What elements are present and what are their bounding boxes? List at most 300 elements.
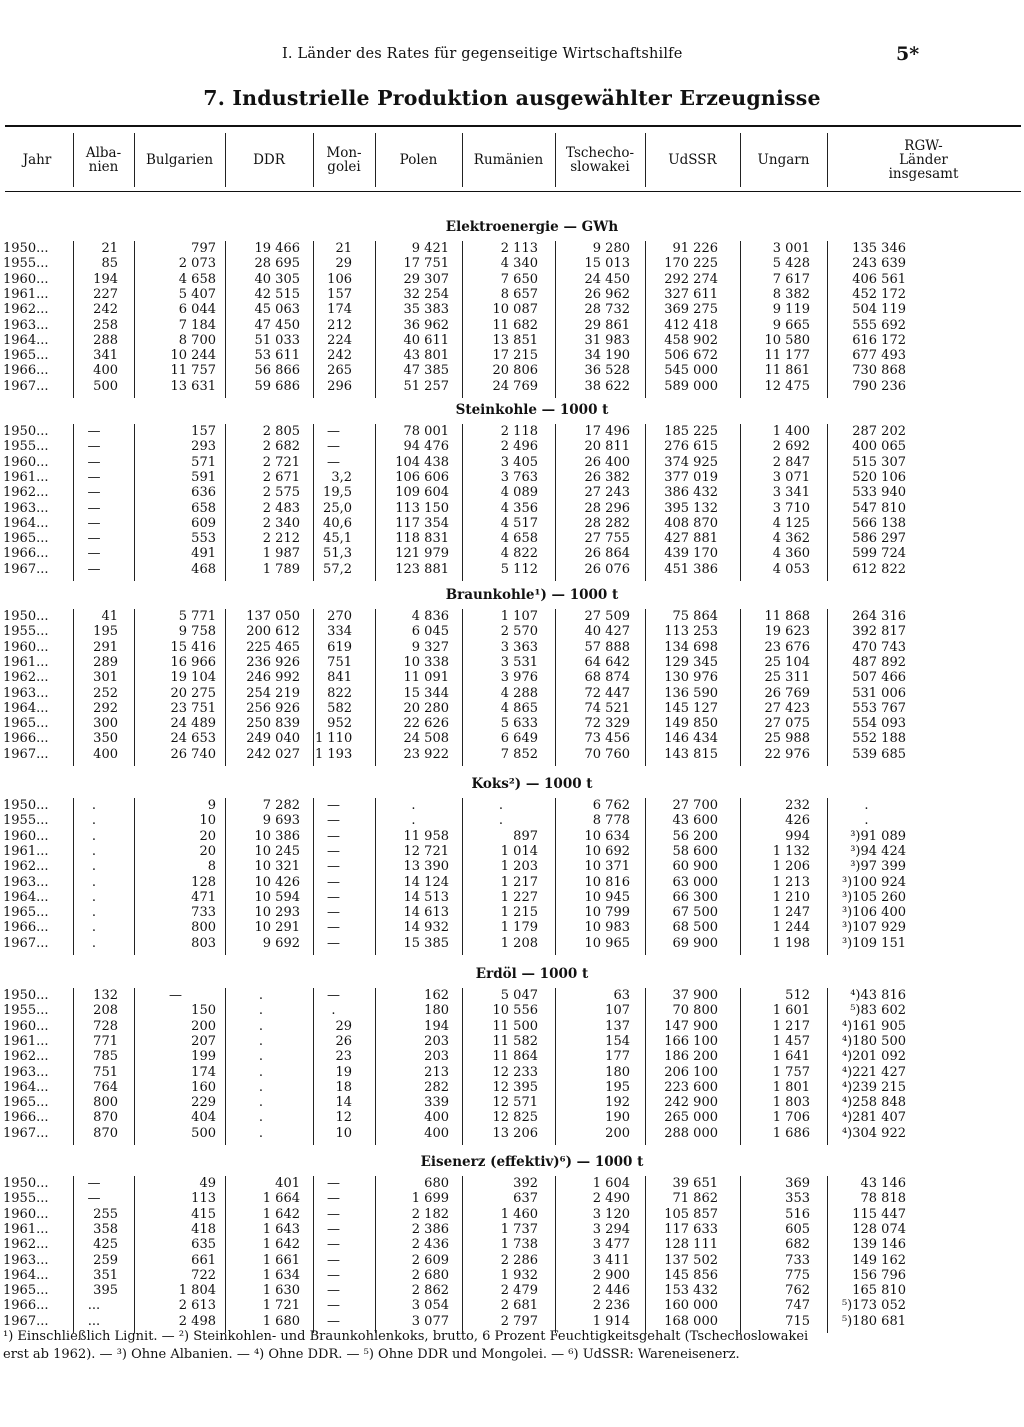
value-cell: 4 288: [500, 685, 538, 701]
value-cell: 200: [605, 1125, 630, 1141]
value-cell: 136 590: [664, 685, 718, 701]
value-cell: 680: [424, 1176, 449, 1191]
column-divider: [313, 424, 314, 581]
value-cell: 106: [327, 271, 352, 287]
value-cell: 1 643: [262, 1221, 300, 1237]
value-cell: 9 119: [772, 302, 810, 318]
header-column-divider: [462, 133, 463, 187]
column-divider: [73, 798, 74, 955]
value-cell: 74 521: [584, 700, 630, 716]
year-cell: 1967...: [3, 561, 49, 577]
value-cell: 213: [424, 1064, 449, 1080]
year-cell: 1964...: [3, 700, 49, 716]
value-cell: 128: [191, 874, 216, 890]
value-cell: 1 193: [315, 746, 353, 762]
column-divider: [73, 609, 74, 766]
value-cell: .: [258, 1049, 264, 1065]
value-cell: 232: [785, 798, 810, 813]
column-divider: [375, 988, 376, 1145]
value-cell: —: [327, 935, 340, 951]
value-cell: .: [91, 935, 97, 951]
value-cell: 10 965: [584, 935, 630, 951]
value-cell: 78 001: [403, 424, 449, 439]
value-cell: 2 797: [500, 1313, 538, 1329]
value-cell: 137: [605, 1018, 630, 1034]
table-row: [0, 859, 1024, 874]
value-cell: 21: [335, 241, 352, 256]
value-cell: —: [327, 843, 340, 859]
value-cell: 296: [327, 378, 352, 394]
value-cell: 8 700: [178, 332, 216, 348]
value-cell: 27 423: [764, 700, 810, 716]
value-cell: 9 758: [178, 624, 216, 640]
year-cell: 1963...: [3, 685, 49, 701]
value-cell: 26: [335, 1033, 352, 1049]
value-cell: 10 244: [170, 348, 216, 364]
value-cell: 8 382: [772, 286, 810, 302]
value-cell: 2 236: [592, 1298, 630, 1314]
year-cell: 1950...: [3, 988, 49, 1003]
value-cell: 771: [93, 1033, 118, 1049]
column-divider: [313, 241, 314, 398]
column-divider: [555, 798, 556, 955]
column-divider: [73, 988, 74, 1145]
value-cell: 2 900: [592, 1267, 630, 1283]
value-cell: 185 225: [664, 424, 718, 439]
year-cell: 1960...: [3, 1206, 49, 1222]
value-cell: 11 177: [764, 348, 810, 364]
value-cell: 153 432: [664, 1283, 718, 1299]
column-divider: [740, 798, 741, 955]
year-cell: 1964...: [3, 1267, 49, 1283]
table-row: [0, 302, 1024, 317]
value-cell: 8: [207, 859, 216, 875]
value-cell: 91 226: [672, 241, 718, 256]
value-cell: 533 940: [852, 485, 906, 501]
value-cell: 1 132: [772, 843, 810, 859]
value-cell: 139 146: [852, 1237, 906, 1253]
value-cell: —: [327, 889, 340, 905]
column-divider: [73, 1176, 74, 1333]
column-header: [742, 131, 825, 189]
column-divider: [740, 609, 741, 766]
value-cell: 23 751: [170, 700, 216, 716]
value-cell: 2 479: [500, 1283, 538, 1299]
value-cell: 5 407: [178, 286, 216, 302]
table-row: [0, 844, 1024, 859]
value-cell: —: [87, 485, 101, 501]
value-cell: 265: [327, 363, 352, 379]
value-cell: .: [411, 798, 416, 813]
value-cell: 15 416: [170, 639, 216, 655]
value-cell: 4 658: [178, 271, 216, 287]
value-cell: 571: [191, 454, 216, 470]
value-cell: 72 329: [584, 716, 630, 732]
table-row: [0, 890, 1024, 905]
column-header-label: Rumänien: [473, 152, 544, 168]
value-cell: 256 926: [246, 700, 300, 716]
value-cell: 45,1: [323, 531, 352, 547]
year-cell: 1965...: [3, 1283, 49, 1299]
column-divider: [827, 424, 828, 581]
value-cell: 174: [191, 1064, 216, 1080]
value-cell: 2 436: [411, 1237, 449, 1253]
table-row: [0, 363, 1024, 378]
value-cell: ³)106 400: [841, 905, 906, 921]
table-row: [0, 829, 1024, 844]
year-cell: 1965...: [3, 716, 49, 732]
table-row: [0, 731, 1024, 746]
value-cell: 42 515: [254, 286, 300, 302]
value-cell: 40 305: [254, 271, 300, 287]
value-cell: 162: [424, 988, 449, 1003]
table-row: [0, 424, 1024, 439]
value-cell: 12 721: [403, 843, 449, 859]
value-cell: 10 594: [254, 889, 300, 905]
value-cell: 747: [785, 1298, 810, 1314]
value-cell: .: [91, 813, 97, 829]
value-cell: 53 611: [254, 348, 300, 364]
value-cell: 1 203: [500, 859, 538, 875]
table-row: [0, 1003, 1024, 1018]
year-cell: 1966...: [3, 363, 49, 379]
column-divider: [827, 988, 828, 1145]
value-cell: 129 345: [664, 654, 718, 670]
value-cell: .: [91, 859, 97, 875]
column-divider: [225, 798, 226, 955]
year-cell: 1961...: [3, 654, 49, 670]
value-cell: 775: [785, 1267, 810, 1283]
table-row: [0, 1095, 1024, 1110]
value-cell: —: [87, 515, 101, 531]
table-row: [0, 988, 1024, 1003]
value-cell: ³)94 424: [850, 843, 906, 859]
value-cell: 94 476: [403, 439, 449, 455]
year-cell: 1961...: [3, 286, 49, 302]
value-cell: 27 243: [584, 485, 630, 501]
table-title: 7. Industrielle Produktion ausgewählter Erzeugnisse: [203, 86, 821, 110]
value-cell: 20: [199, 843, 216, 859]
value-cell: 351: [93, 1267, 118, 1283]
value-cell: 186 200: [664, 1049, 718, 1065]
value-cell: 452 172: [852, 286, 906, 302]
value-cell: 4 865: [500, 700, 538, 716]
value-cell: 34 190: [584, 348, 630, 364]
value-cell: 24 489: [170, 716, 216, 732]
value-cell: 870: [93, 1125, 118, 1141]
value-cell: 1 400: [772, 424, 810, 439]
value-cell: 10 556: [492, 1003, 538, 1019]
column-header-label: Ungarn: [757, 152, 810, 168]
value-cell: 369 275: [664, 302, 718, 318]
value-cell: 800: [191, 920, 216, 936]
value-cell: 27 700: [672, 798, 718, 813]
value-cell: ⁴)180 500: [841, 1033, 906, 1049]
table-row: [0, 439, 1024, 454]
header-column-divider: [73, 133, 74, 187]
header-column-divider: [134, 133, 135, 187]
value-cell: ³)100 924: [841, 874, 906, 890]
value-cell: 3 071: [772, 469, 810, 485]
value-cell: 109 604: [395, 485, 449, 501]
value-cell: 23 676: [764, 639, 810, 655]
value-cell: 18: [335, 1079, 352, 1095]
value-cell: .: [91, 920, 97, 936]
value-cell: 1 247: [772, 905, 810, 921]
value-cell: 10 426: [254, 874, 300, 890]
value-cell: 10 692: [584, 843, 630, 859]
value-cell: 25 104: [764, 654, 810, 670]
value-cell: .: [91, 889, 97, 905]
value-cell: 16 966: [170, 654, 216, 670]
value-cell: ...: [87, 1313, 101, 1329]
value-cell: 276 615: [664, 439, 718, 455]
year-cell: 1955...: [3, 256, 49, 272]
value-cell: 12 475: [764, 378, 810, 394]
value-cell: 1 987: [262, 546, 300, 562]
year-cell: 1963...: [3, 500, 49, 516]
value-cell: 487 892: [852, 654, 906, 670]
value-cell: 160 000: [664, 1298, 718, 1314]
value-cell: 2 862: [411, 1283, 449, 1299]
value-cell: 174: [327, 302, 352, 318]
column-divider: [462, 1176, 463, 1333]
value-cell: 406 561: [852, 271, 906, 287]
value-cell: .: [91, 798, 97, 813]
column-divider: [225, 241, 226, 398]
year-cell: 1966...: [3, 1298, 49, 1314]
value-cell: 56 866: [254, 363, 300, 379]
value-cell: 5 633: [500, 716, 538, 732]
value-cell: 7 852: [500, 746, 538, 762]
header-column-divider: [375, 133, 376, 187]
value-cell: 15 385: [403, 935, 449, 951]
value-cell: 722: [191, 1267, 216, 1283]
value-cell: 3 001: [772, 241, 810, 256]
column-header: [464, 131, 553, 189]
year-cell: 1964...: [3, 1079, 49, 1095]
value-cell: 3,2: [331, 469, 352, 485]
value-cell: 715: [785, 1313, 810, 1329]
value-cell: 612 822: [852, 561, 906, 577]
value-cell: .: [258, 1003, 264, 1019]
value-cell: 13 631: [170, 378, 216, 394]
value-cell: 4 356: [500, 500, 538, 516]
header-column-divider: [225, 133, 226, 187]
value-cell: 1 914: [592, 1313, 630, 1329]
value-cell: 400 065: [852, 439, 906, 455]
value-cell: 3 341: [772, 485, 810, 501]
value-cell: 29 861: [584, 317, 630, 333]
value-cell: 292 274: [664, 271, 718, 287]
value-cell: 26 769: [764, 685, 810, 701]
year-cell: 1963...: [3, 1252, 49, 1268]
value-cell: 506 672: [664, 348, 718, 364]
value-cell: 26 864: [584, 546, 630, 562]
year-cell: 1960...: [3, 639, 49, 655]
value-cell: 395 132: [664, 500, 718, 516]
value-cell: 2 113: [500, 241, 538, 256]
column-header: [3, 131, 71, 189]
value-cell: 800: [93, 1095, 118, 1111]
table-row: [0, 241, 1024, 256]
value-cell: 264 316: [852, 609, 906, 624]
value-cell: 57 888: [584, 639, 630, 655]
value-cell: 10 945: [584, 889, 630, 905]
value-cell: 418: [191, 1221, 216, 1237]
value-cell: 113 253: [664, 624, 718, 640]
value-cell: 412 418: [664, 317, 718, 333]
value-cell: 29: [335, 256, 352, 272]
column-divider: [313, 988, 314, 1145]
value-cell: 1 213: [772, 874, 810, 890]
year-cell: 1964...: [3, 889, 49, 905]
value-cell: 1 110: [315, 731, 353, 747]
value-cell: 751: [93, 1064, 118, 1080]
value-cell: 160: [191, 1079, 216, 1095]
value-cell: 156 796: [852, 1267, 906, 1283]
table-row: [0, 655, 1024, 670]
year-cell: 1965...: [3, 348, 49, 364]
table-row: [0, 501, 1024, 516]
table-row: [0, 640, 1024, 655]
value-cell: 6 649: [500, 731, 538, 747]
running-title: I. Länder des Rates für gegenseitige Wirtschaftshilfe: [282, 46, 683, 62]
value-cell: 10 386: [254, 828, 300, 844]
value-cell: 1 227: [500, 889, 538, 905]
value-cell: —: [327, 1267, 340, 1283]
year-cell: 1963...: [3, 1064, 49, 1080]
table-row: [0, 1126, 1024, 1141]
value-cell: 190: [605, 1110, 630, 1126]
value-cell: 400: [424, 1110, 449, 1126]
value-cell: 68 500: [672, 920, 718, 936]
value-cell: 1 210: [772, 889, 810, 905]
value-cell: 400: [93, 363, 118, 379]
value-cell: 242: [93, 302, 118, 318]
value-cell: ⁴)239 215: [841, 1079, 906, 1095]
value-cell: 51,3: [323, 546, 352, 562]
year-cell: 1960...: [3, 828, 49, 844]
value-cell: 143 815: [664, 746, 718, 762]
value-cell: 66 300: [672, 889, 718, 905]
value-cell: 225 465: [246, 639, 300, 655]
value-cell: 289: [93, 654, 118, 670]
value-cell: 28 296: [584, 500, 630, 516]
value-cell: 154: [605, 1033, 630, 1049]
value-cell: 9 280: [592, 241, 630, 256]
header-column-divider: [313, 133, 314, 187]
value-cell: 3 531: [500, 654, 538, 670]
value-cell: 554 093: [852, 716, 906, 732]
column-divider: [555, 609, 556, 766]
value-cell: 22 976: [764, 746, 810, 762]
value-cell: 17 751: [403, 256, 449, 272]
value-cell: 63 000: [672, 874, 718, 890]
value-cell: 339: [424, 1095, 449, 1111]
value-cell: 150: [191, 1003, 216, 1019]
value-cell: 11 582: [492, 1033, 538, 1049]
value-cell: 400: [93, 746, 118, 762]
column-divider: [645, 424, 646, 581]
table-row: [0, 287, 1024, 302]
column-divider: [134, 424, 135, 581]
value-cell: 520 106: [852, 469, 906, 485]
value-cell: 2 682: [262, 439, 300, 455]
value-cell: 341: [93, 348, 118, 364]
value-cell: 301: [93, 670, 118, 686]
value-cell: —: [87, 1176, 101, 1191]
value-cell: 22 626: [403, 716, 449, 732]
value-cell: 1 179: [500, 920, 538, 936]
value-cell: 408 870: [664, 515, 718, 531]
year-cell: 1967...: [3, 1125, 49, 1141]
value-cell: 552 188: [852, 731, 906, 747]
value-cell: 7 184: [178, 317, 216, 333]
value-cell: ³)109 151: [841, 935, 906, 951]
value-cell: 36 962: [403, 317, 449, 333]
value-cell: 1 737: [500, 1221, 538, 1237]
value-cell: 69 900: [672, 935, 718, 951]
value-cell: 27 075: [764, 716, 810, 732]
value-cell: 635: [191, 1237, 216, 1253]
column-divider: [225, 424, 226, 581]
section-title: Braunkohle¹) — 1000 t: [445, 587, 619, 603]
value-cell: —: [327, 439, 340, 455]
column-divider: [740, 988, 741, 1145]
table-row: [0, 272, 1024, 287]
table-row: [0, 379, 1024, 394]
year-cell: 1955...: [3, 1003, 49, 1019]
value-cell: 255: [93, 1206, 118, 1222]
section-title: Erdöl — 1000 t: [475, 966, 589, 982]
value-cell: 115 447: [852, 1206, 906, 1222]
value-cell: 166 100: [664, 1033, 718, 1049]
value-cell: 59 686: [254, 378, 300, 394]
header-column-divider: [645, 133, 646, 187]
column-divider: [555, 988, 556, 1145]
value-cell: 23: [335, 1049, 352, 1065]
value-cell: 207: [191, 1033, 216, 1049]
column-divider: [740, 424, 741, 581]
value-cell: 619: [327, 639, 352, 655]
table-row: [0, 318, 1024, 333]
value-cell: 243 639: [852, 256, 906, 272]
value-cell: 203: [424, 1033, 449, 1049]
year-cell: 1961...: [3, 1221, 49, 1237]
value-cell: 3 294: [592, 1221, 630, 1237]
table-row: [0, 562, 1024, 577]
value-cell: —: [327, 798, 340, 813]
value-cell: 1 208: [500, 935, 538, 951]
value-cell: —: [327, 1283, 340, 1299]
value-cell: 3 405: [500, 454, 538, 470]
value-cell: 2 692: [772, 439, 810, 455]
value-cell: 43 146: [860, 1176, 906, 1191]
value-cell: ⁴)281 407: [841, 1110, 906, 1126]
value-cell: 500: [93, 378, 118, 394]
value-cell: 2 496: [500, 439, 538, 455]
value-cell: 1 801: [772, 1079, 810, 1095]
value-cell: 64 642: [584, 654, 630, 670]
value-cell: 195: [93, 624, 118, 640]
value-cell: —: [327, 813, 340, 829]
column-header: [377, 131, 460, 189]
value-cell: 4 836: [411, 609, 449, 624]
value-cell: 117 354: [395, 515, 449, 531]
value-cell: 113 150: [395, 500, 449, 516]
value-cell: —: [87, 1191, 101, 1207]
